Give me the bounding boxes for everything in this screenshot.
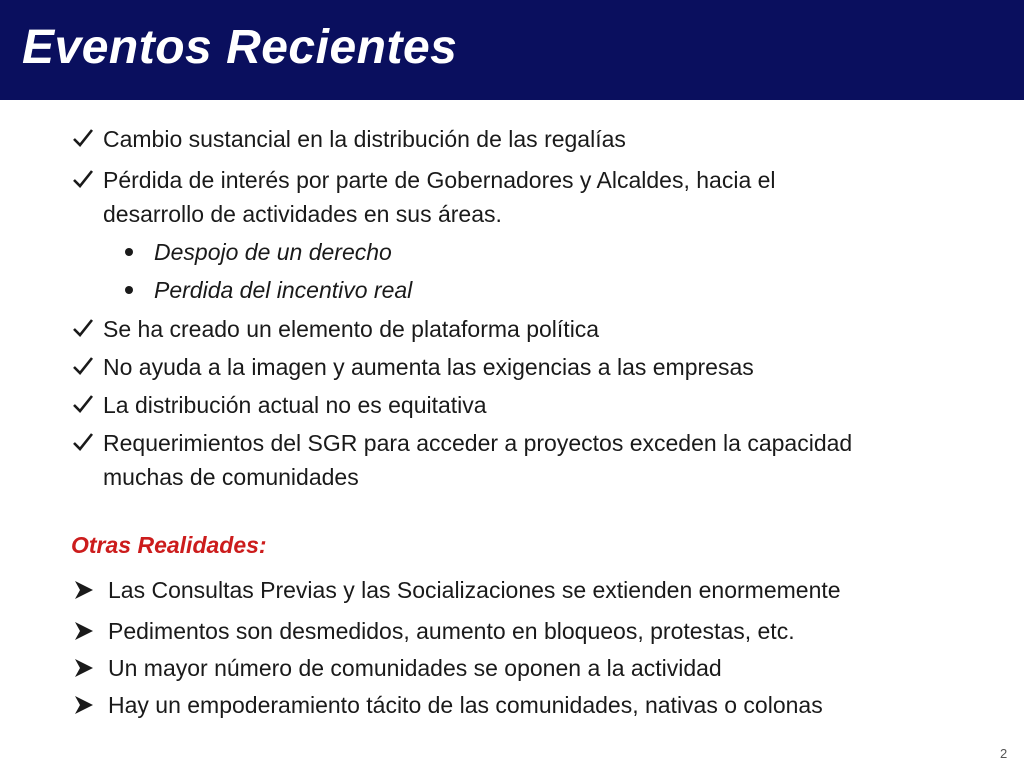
list-item: Un mayor número de comunidades se oponen a la actividad: [108, 655, 722, 681]
list-item: Requerimientos del SGR para acceder a proyectos exceden la capacidad: [103, 430, 853, 456]
bullet-dot-icon: [125, 248, 133, 256]
checkmark-icon: [72, 393, 94, 415]
checkmark-icon: [72, 168, 94, 190]
section-heading: Otras Realidades:: [71, 532, 267, 558]
checkmark-icon: [72, 431, 94, 453]
arrowhead-bullet-icon: [73, 694, 95, 716]
list-item: La distribución actual no es equitativa: [103, 392, 487, 418]
checkmark-icon: [72, 317, 94, 339]
arrowhead-bullet-icon: [73, 579, 95, 601]
list-item: Las Consultas Previas y las Socializaciones se extienden enormemente: [108, 577, 841, 603]
arrowhead-bullet-icon: [73, 620, 95, 642]
list-item: Pedimentos son desmedidos, aumento en bloqueos, protestas, etc.: [108, 618, 795, 644]
page-number: 2: [1000, 746, 1008, 761]
list-item-continuation: desarrollo de actividades en sus áreas.: [103, 201, 502, 227]
list-item: No ayuda a la imagen y aumenta las exigencias a las empresas: [103, 354, 754, 380]
slide-title: Eventos Recientes: [22, 21, 458, 74]
list-item: Cambio sustancial en la distribución de las regalías: [103, 126, 626, 152]
list-item: Pérdida de interés por parte de Gobernadores y Alcaldes, hacia el: [103, 167, 776, 193]
checkmark-icon: [72, 127, 94, 149]
list-item-continuation: muchas de comunidades: [103, 464, 359, 490]
list-item: Se ha creado un elemento de plataforma política: [103, 316, 600, 342]
arrowhead-bullet-icon: [73, 657, 95, 679]
sub-list-item: Despojo de un derecho: [154, 239, 392, 265]
bullet-dot-icon: [125, 286, 133, 294]
sub-list-item: Perdida del incentivo real: [154, 277, 413, 303]
list-item: Hay un empoderamiento tácito de las comunidades, nativas o colonas: [108, 692, 823, 718]
checkmark-icon: [72, 355, 94, 377]
